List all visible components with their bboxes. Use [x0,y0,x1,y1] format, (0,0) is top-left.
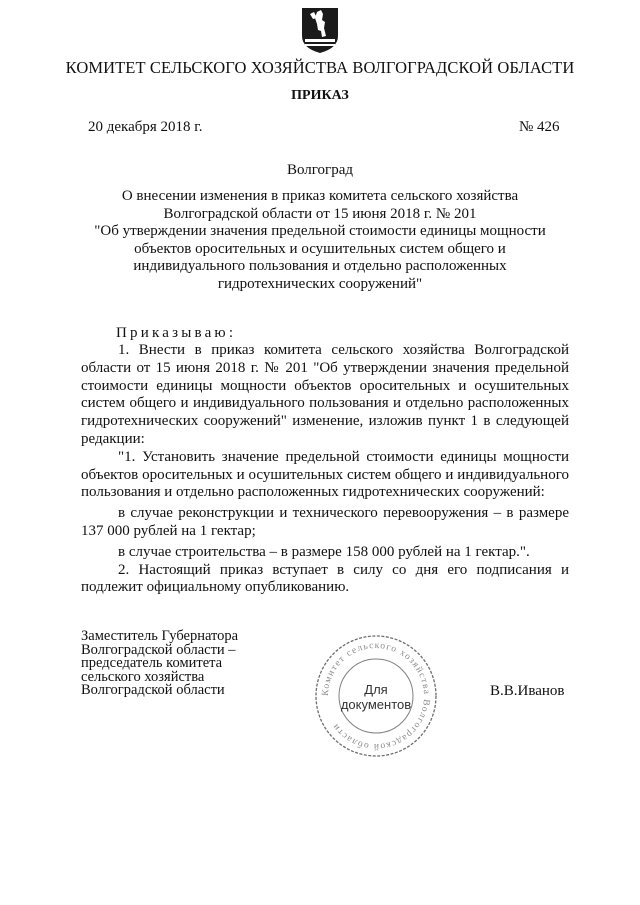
signer-position-line: Заместитель Губернатора [81,628,239,644]
round-stamp-icon [313,633,439,759]
document-type: ПРИКАЗ [291,88,349,103]
signer-position-line: председатель комитета [81,655,223,672]
paragraph: 1. Внести в приказ комитета сельского хозяйства Волгоградской области от 15 июня 2018 г. № 201 "Об утверждении значения предельной стоимости единицы мощности объектов оросительных и осушительных систем общего и индивидуального пользования и отдельно расположенных гидротехнических сооружений" изменение, изложив пункт 1 в следующей редакции: [81,342,569,447]
paragraph: в случае строительства – в размере 158 000 рублей на 1 гектар.". [118,543,530,560]
title-line: индивидуального пользования и отдельно расположенных [133,258,507,275]
volgograd-coat-of-arms-icon [300,6,340,54]
order-word: Приказываю: [116,325,237,341]
title-line: гидротехнических сооружений" [217,275,423,292]
signer-name: В.В.Иванов [490,683,565,699]
title-line: О внесении изменения в приказ комитета сельского хозяйства [121,188,519,204]
document-city: Волгоград [286,162,353,178]
paragraph: 2. Настоящий приказ вступает в силу со дня его подписания и подлежит официальному опубликованию. [81,561,569,596]
signer-position-line: Волгоградской области [81,682,225,699]
document-number: № 426 [519,119,560,135]
paragraph: "1. Установить значение предельной стоимости единицы мощности объектов оросительных и осушительных систем общего и индивидуального пользования и отдельно расположенных гидротехнических сооружений: [81,448,569,501]
paragraph: в случае реконструкции и технического перевооружения – в размере 137 000 рублей на 1 гектар; [81,505,569,539]
stamp-center-line: документов [340,697,412,712]
signer-position [81,630,238,698]
title-line: объектов оросительных и осушительных систем общего и [134,240,506,257]
stamp-center-line: Для [364,682,388,697]
document-title [60,188,580,294]
document-date: 20 декабря 2018 г. [88,119,203,135]
document-body [81,325,569,597]
title-line: "Об утверждении значения предельной стоимости единицы мощности [94,223,546,240]
title-line: Волгоградской области от 15 июня 2018 г. № 201 [163,205,477,222]
signer-position-line: Волгоградской области – [81,641,236,658]
committee-name: КОМИТЕТ СЕЛЬСКОГО ХОЗЯЙСТВА ВОЛГОГРАДСКОЙ ОБЛАСТИ [65,58,575,77]
signer-position-line: сельского хозяйства [81,668,205,685]
stamp-ring-text: Комитет сельского хозяйства Волгоградской области [320,640,432,752]
